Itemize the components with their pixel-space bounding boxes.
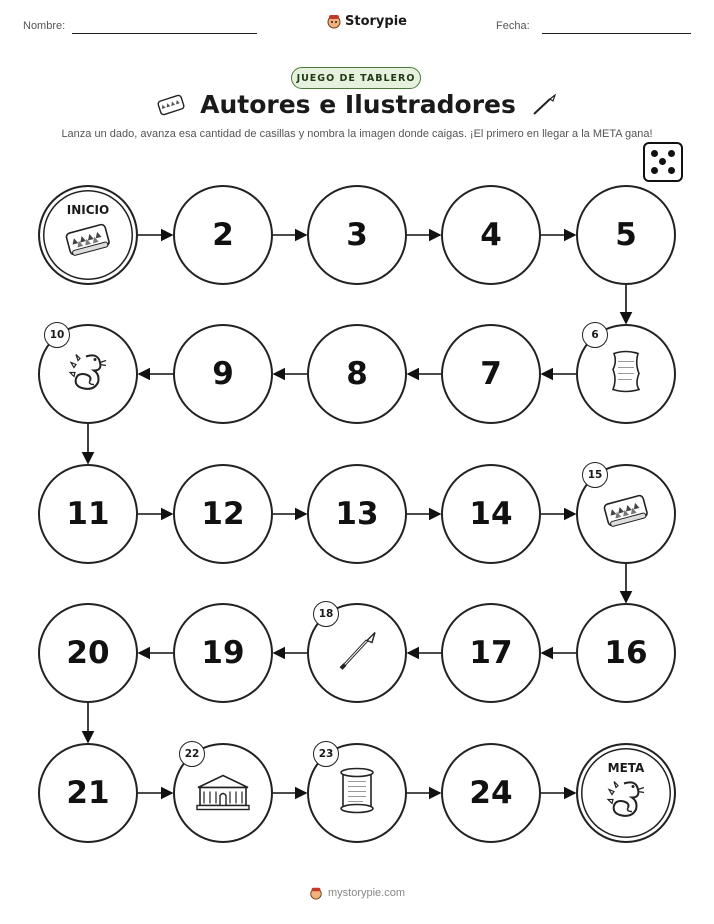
board-space xyxy=(307,743,407,843)
space-number-tag: 23 xyxy=(313,741,339,767)
board-space xyxy=(307,185,407,285)
start-space xyxy=(38,185,138,285)
space-number: 16 xyxy=(604,635,648,671)
instructions-text: Lanza un dado, avanza esa cantidad de casillas y nombra la imagen donde caigas. ¡El primero en llegar a la META gana! xyxy=(61,128,653,140)
space-number-tag: 22 xyxy=(179,741,205,767)
space-number: 12 xyxy=(201,496,245,532)
space-number: 21 xyxy=(66,775,110,811)
dragon-icon xyxy=(604,775,648,826)
paint-palette-icon xyxy=(64,222,112,263)
space-number-tag: 15 xyxy=(582,462,608,488)
space-number: 5 xyxy=(615,217,637,253)
board-space xyxy=(576,464,676,564)
space-number-tag: 10 xyxy=(44,322,70,348)
dragon-icon xyxy=(66,349,110,400)
board-space xyxy=(173,603,273,703)
board-space xyxy=(441,743,541,843)
board-space xyxy=(38,743,138,843)
paintbrush-icon xyxy=(333,627,381,680)
library-building-icon xyxy=(194,770,252,817)
space-label: INICIO xyxy=(66,203,110,217)
brand-name: Storypie xyxy=(345,13,407,29)
space-number: 7 xyxy=(480,356,502,392)
board-space xyxy=(441,603,541,703)
board-space xyxy=(576,603,676,703)
board-space xyxy=(307,603,407,703)
space-number: 8 xyxy=(346,356,368,392)
space-number-tag: 6 xyxy=(582,322,608,348)
footer xyxy=(0,886,714,900)
space-number: 14 xyxy=(469,496,513,532)
space-number: 13 xyxy=(335,496,379,532)
board-space xyxy=(576,185,676,285)
date-label: Fecha: xyxy=(496,20,530,32)
space-number: 3 xyxy=(346,217,368,253)
board-space xyxy=(173,743,273,843)
board-space xyxy=(441,464,541,564)
space-number: 4 xyxy=(480,217,502,253)
board-space xyxy=(173,464,273,564)
finish-space xyxy=(576,743,676,843)
space-number: 24 xyxy=(469,775,513,811)
board-space xyxy=(307,324,407,424)
game-type-badge: JUEGO DE TABLERO xyxy=(291,67,421,89)
space-number: 20 xyxy=(66,635,110,671)
space-number-tag: 18 xyxy=(313,601,339,627)
board-space xyxy=(38,324,138,424)
parchment-icon xyxy=(608,350,644,399)
board-space xyxy=(38,603,138,703)
name-label: Nombre: xyxy=(23,20,66,32)
board-space xyxy=(576,324,676,424)
board-space xyxy=(173,324,273,424)
board-space xyxy=(38,464,138,564)
scroll-icon xyxy=(335,766,379,821)
board-space xyxy=(307,464,407,564)
space-label: META xyxy=(607,761,645,775)
board-space xyxy=(441,185,541,285)
space-number: 11 xyxy=(66,496,110,532)
title-text: Autores e Ilustradores xyxy=(200,90,516,119)
pie-mascot-icon xyxy=(309,886,323,900)
space-number: 17 xyxy=(469,635,513,671)
space-number: 9 xyxy=(212,356,234,392)
space-number: 19 xyxy=(201,635,245,671)
paint-palette-icon xyxy=(602,494,650,535)
board-space xyxy=(173,185,273,285)
board-space xyxy=(441,324,541,424)
footer-url[interactable]: mystorypie.com xyxy=(327,887,406,899)
space-number: 2 xyxy=(212,217,234,253)
